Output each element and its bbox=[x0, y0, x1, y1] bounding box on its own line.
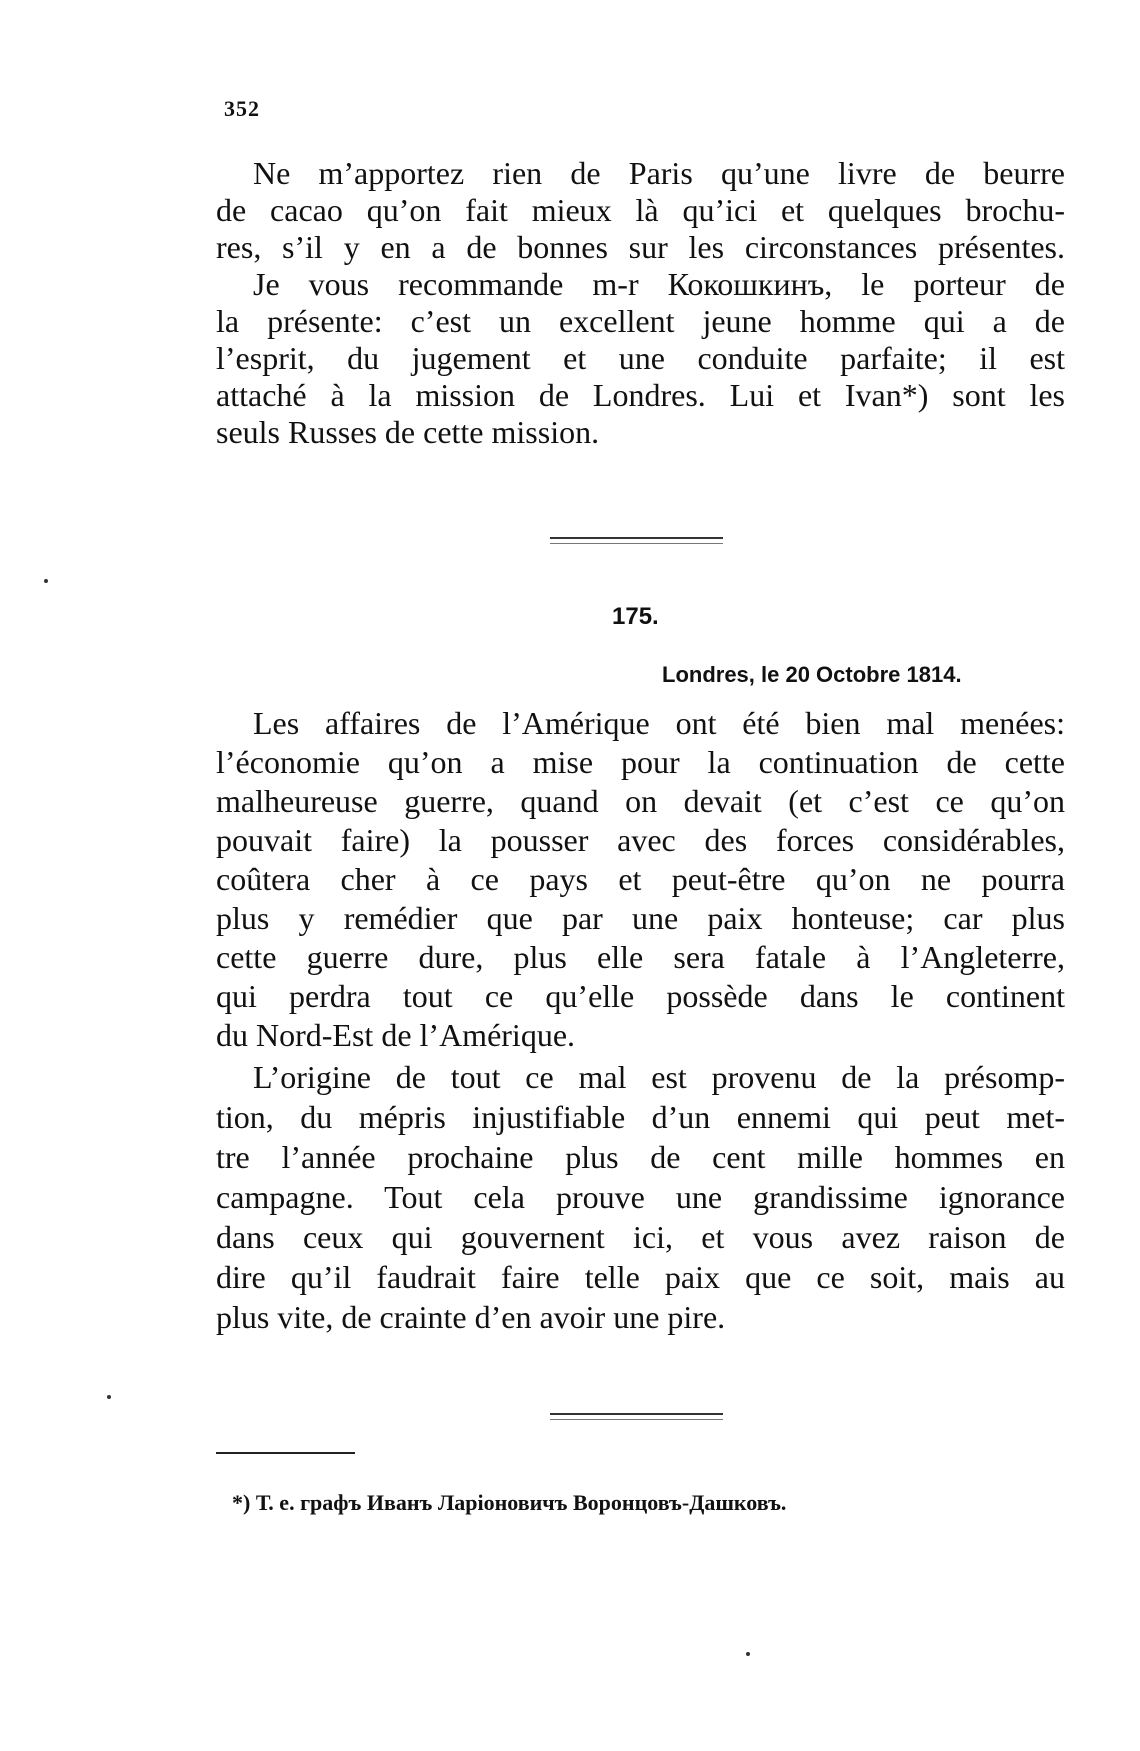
text-line: de cacao qu’on fait mieux là qu’ici et quelques brochu- bbox=[216, 192, 1065, 228]
text-line: coûtera cher à ce pays et peut-être qu’on ne pourra bbox=[216, 861, 1065, 897]
text-line: L’origine de tout ce mal est provenu de la présomp- bbox=[253, 1059, 1065, 1095]
text-line: seuls Russes de cette mission. bbox=[216, 414, 600, 450]
text-line: cette guerre dure, plus elle sera fatale à l’Angleterre, bbox=[216, 939, 1065, 975]
text-line: malheureuse guerre, quand on devait (et c’est ce qu’on bbox=[216, 783, 1065, 819]
footnote: *) Т. е. графъ Иванъ Ларіоновичъ Воронцовъ-Дашковъ. bbox=[232, 1490, 787, 1515]
text-line: Je vous recommande m-r Кокошкинъ, le porteur de bbox=[253, 266, 1065, 302]
scan-speck bbox=[746, 1652, 750, 1656]
section-divider bbox=[550, 1413, 723, 1420]
text-line: tre l’année prochaine plus de cent mille hommes en bbox=[216, 1139, 1065, 1175]
text-line: campagne. Tout cela prouve une grandissime ignorance bbox=[216, 1179, 1065, 1215]
text-line: dans ceux qui gouvernent ici, et vous avez raison de bbox=[216, 1219, 1065, 1255]
text-line: pouvait faire) la pousser avec des forces considérables, bbox=[216, 822, 1065, 858]
text-line: du Nord-Est de l’Amérique. bbox=[216, 1017, 576, 1053]
letter-number: 175. bbox=[612, 603, 659, 630]
text-line: dire qu’il faudrait faire telle paix que ce soit, mais au bbox=[216, 1259, 1065, 1295]
text-line: l’économie qu’on a mise pour la continuation de cette bbox=[216, 744, 1065, 780]
footnote-rule bbox=[216, 1452, 355, 1454]
text-line: attaché à la mission de Londres. Lui et Ivan*) sont les bbox=[216, 377, 1065, 413]
text-line: qui perdra tout ce qu’elle possède dans le continent bbox=[216, 978, 1065, 1014]
text-line: l’esprit, du jugement et une conduite parfaite; il est bbox=[216, 340, 1065, 376]
text-line: Les affaires de l’Amérique ont été bien mal menées: bbox=[253, 705, 1065, 741]
page-number: 352 bbox=[224, 96, 260, 121]
text-line: plus y remédier que par une paix honteuse; car plus bbox=[216, 900, 1065, 936]
text-line: plus vite, de crainte d’en avoir une pire. bbox=[216, 1299, 726, 1335]
text-line: Ne m’apportez rien de Paris qu’une livre de beurre bbox=[253, 155, 1065, 191]
scan-speck bbox=[107, 1395, 111, 1399]
text-line: res, s’il y en a de bonnes sur les circonstances présentes. bbox=[216, 229, 1065, 265]
text-line: la présente: c’est un excellent jeune homme qui a de bbox=[216, 303, 1065, 339]
section-divider bbox=[550, 537, 723, 544]
text-line: tion, du mépris injustifiable d’un ennemi qui peut met- bbox=[216, 1099, 1065, 1135]
letter-dateline: Londres, le 20 Octobre 1814. bbox=[662, 662, 962, 687]
scan-speck bbox=[44, 579, 48, 583]
